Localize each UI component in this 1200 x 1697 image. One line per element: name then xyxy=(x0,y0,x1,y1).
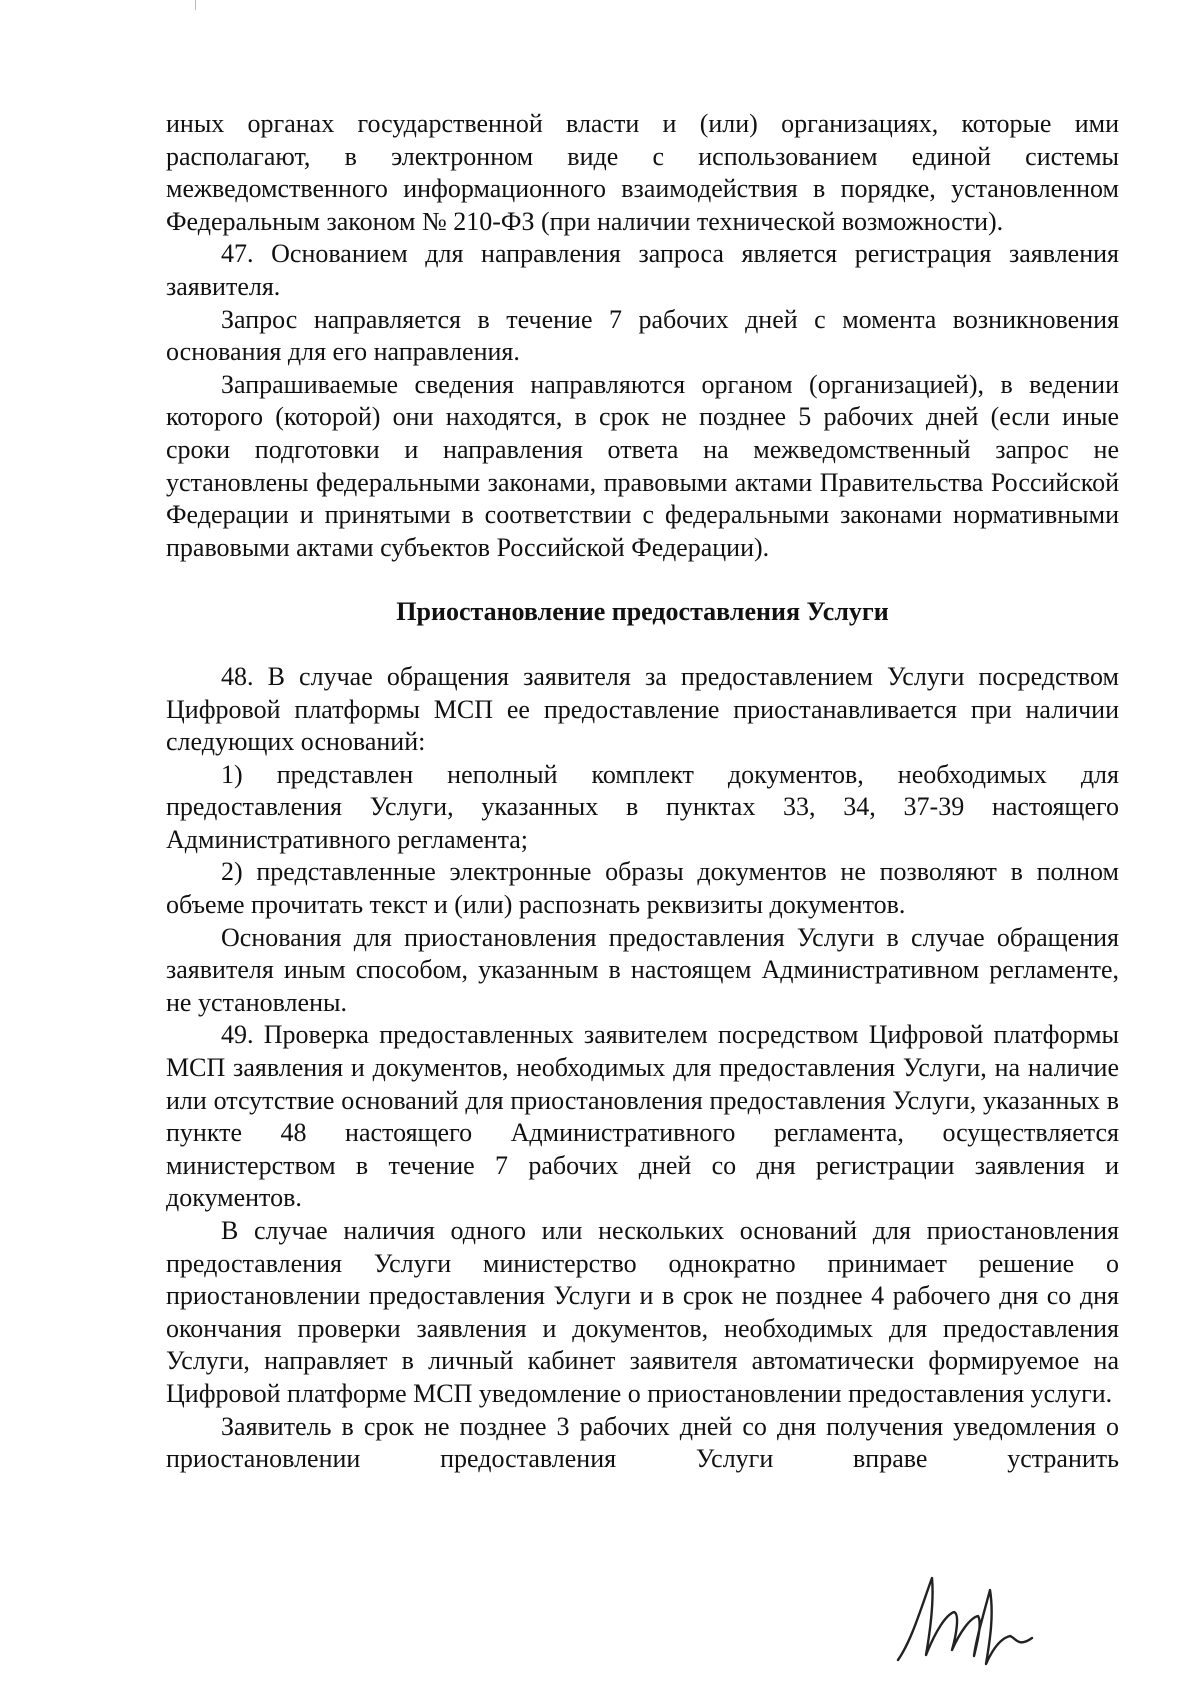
paragraph-47: 47. Основанием для направления запроса является регистрация заявления заявителя. xyxy=(166,239,1119,301)
paragraph-other-grounds: Основания для приостановления предоставления Услуги в случае обращения заявителя иным способом, указанным в настоящем Административном регламенте, не установлены. xyxy=(166,922,1119,1017)
paragraph-48: 48. В случае обращения заявителя за предоставлением Услуги посредством Цифровой платформы МСП ее предоставление приостанавливается при наличии следующих оснований: xyxy=(166,661,1119,757)
paragraph-applicant-deadline: Заявитель в срок не позднее 3 рабочих дней со дня получения уведомления о приостановлении предоставления Услуги вправе устранить xyxy=(166,1411,1119,1474)
paragraph-suspension-decision: В случае наличия одного или нескольких оснований для приостановления предоставления Услуги министерство однократно принимает решение о приостановлении предоставления Услуги и в срок не позднее 4 рабочего дня со дня окончания проверки заявления и документов, необходимых для предоставления Услуги, направляет в личный кабинет заявителя автоматически формируемое на Цифровой платформе МСП уведомление о приостановлении предоставления услуги. xyxy=(166,1216,1119,1408)
scan-mark xyxy=(195,0,196,10)
handwritten-signature-icon xyxy=(890,1560,1040,1670)
paragraph-48-item-2: 2) представленные электронные образы документов не позволяют в полном объеме прочитать текст и (или) распознать реквизиты документов. xyxy=(166,857,1119,920)
paragraph-requested-info: Запрашиваемые сведения направляются органом (организацией), в ведении которого (которой) они находятся, в срок не позднее 5 рабочих дней (если иные сроки подготовки и направления ответа на межведомственный запрос не установлены федеральными законами, правовыми актами Правительства Российской Федерации и принятыми в соответствии с федеральными законами нормативными правовыми актами субъектов Российской Федерации). xyxy=(166,369,1119,562)
paragraph-49: 49. Проверка предоставленных заявителем посредством Цифровой платформы МСП заявления и документов, необходимых для предоставления Услуги, на наличие или отсутствие оснований для приостановления предоставления Услуги, указанных в пункте 48 настоящего Административного регламента, осуществляется министерством в течение 7 рабочих дней со дня регистрации заявления и документов. xyxy=(166,1020,1119,1213)
section-heading: Приостановление предоставления Услуги xyxy=(396,597,889,627)
document-body xyxy=(166,108,1119,1476)
paragraph-request-timing: Запрос направляется в течение 7 рабочих дней с момента возникновения основания для его направления. xyxy=(166,304,1119,367)
paragraph-continuation: иных органах государственной власти и (или) организациях, которые ими располагают, в электронном виде с использованием единой системы межведомственного информационного взаимодействия в порядке, установленном Федеральным законом № 210-ФЗ (при наличии технической возможности). xyxy=(166,109,1119,236)
paragraph-48-item-1: 1) представлен неполный комплект документов, необходимых для предоставления Услуги, указанных в пунктах 33, 34, 37-39 настоящего Административного регламента; xyxy=(166,759,1119,854)
